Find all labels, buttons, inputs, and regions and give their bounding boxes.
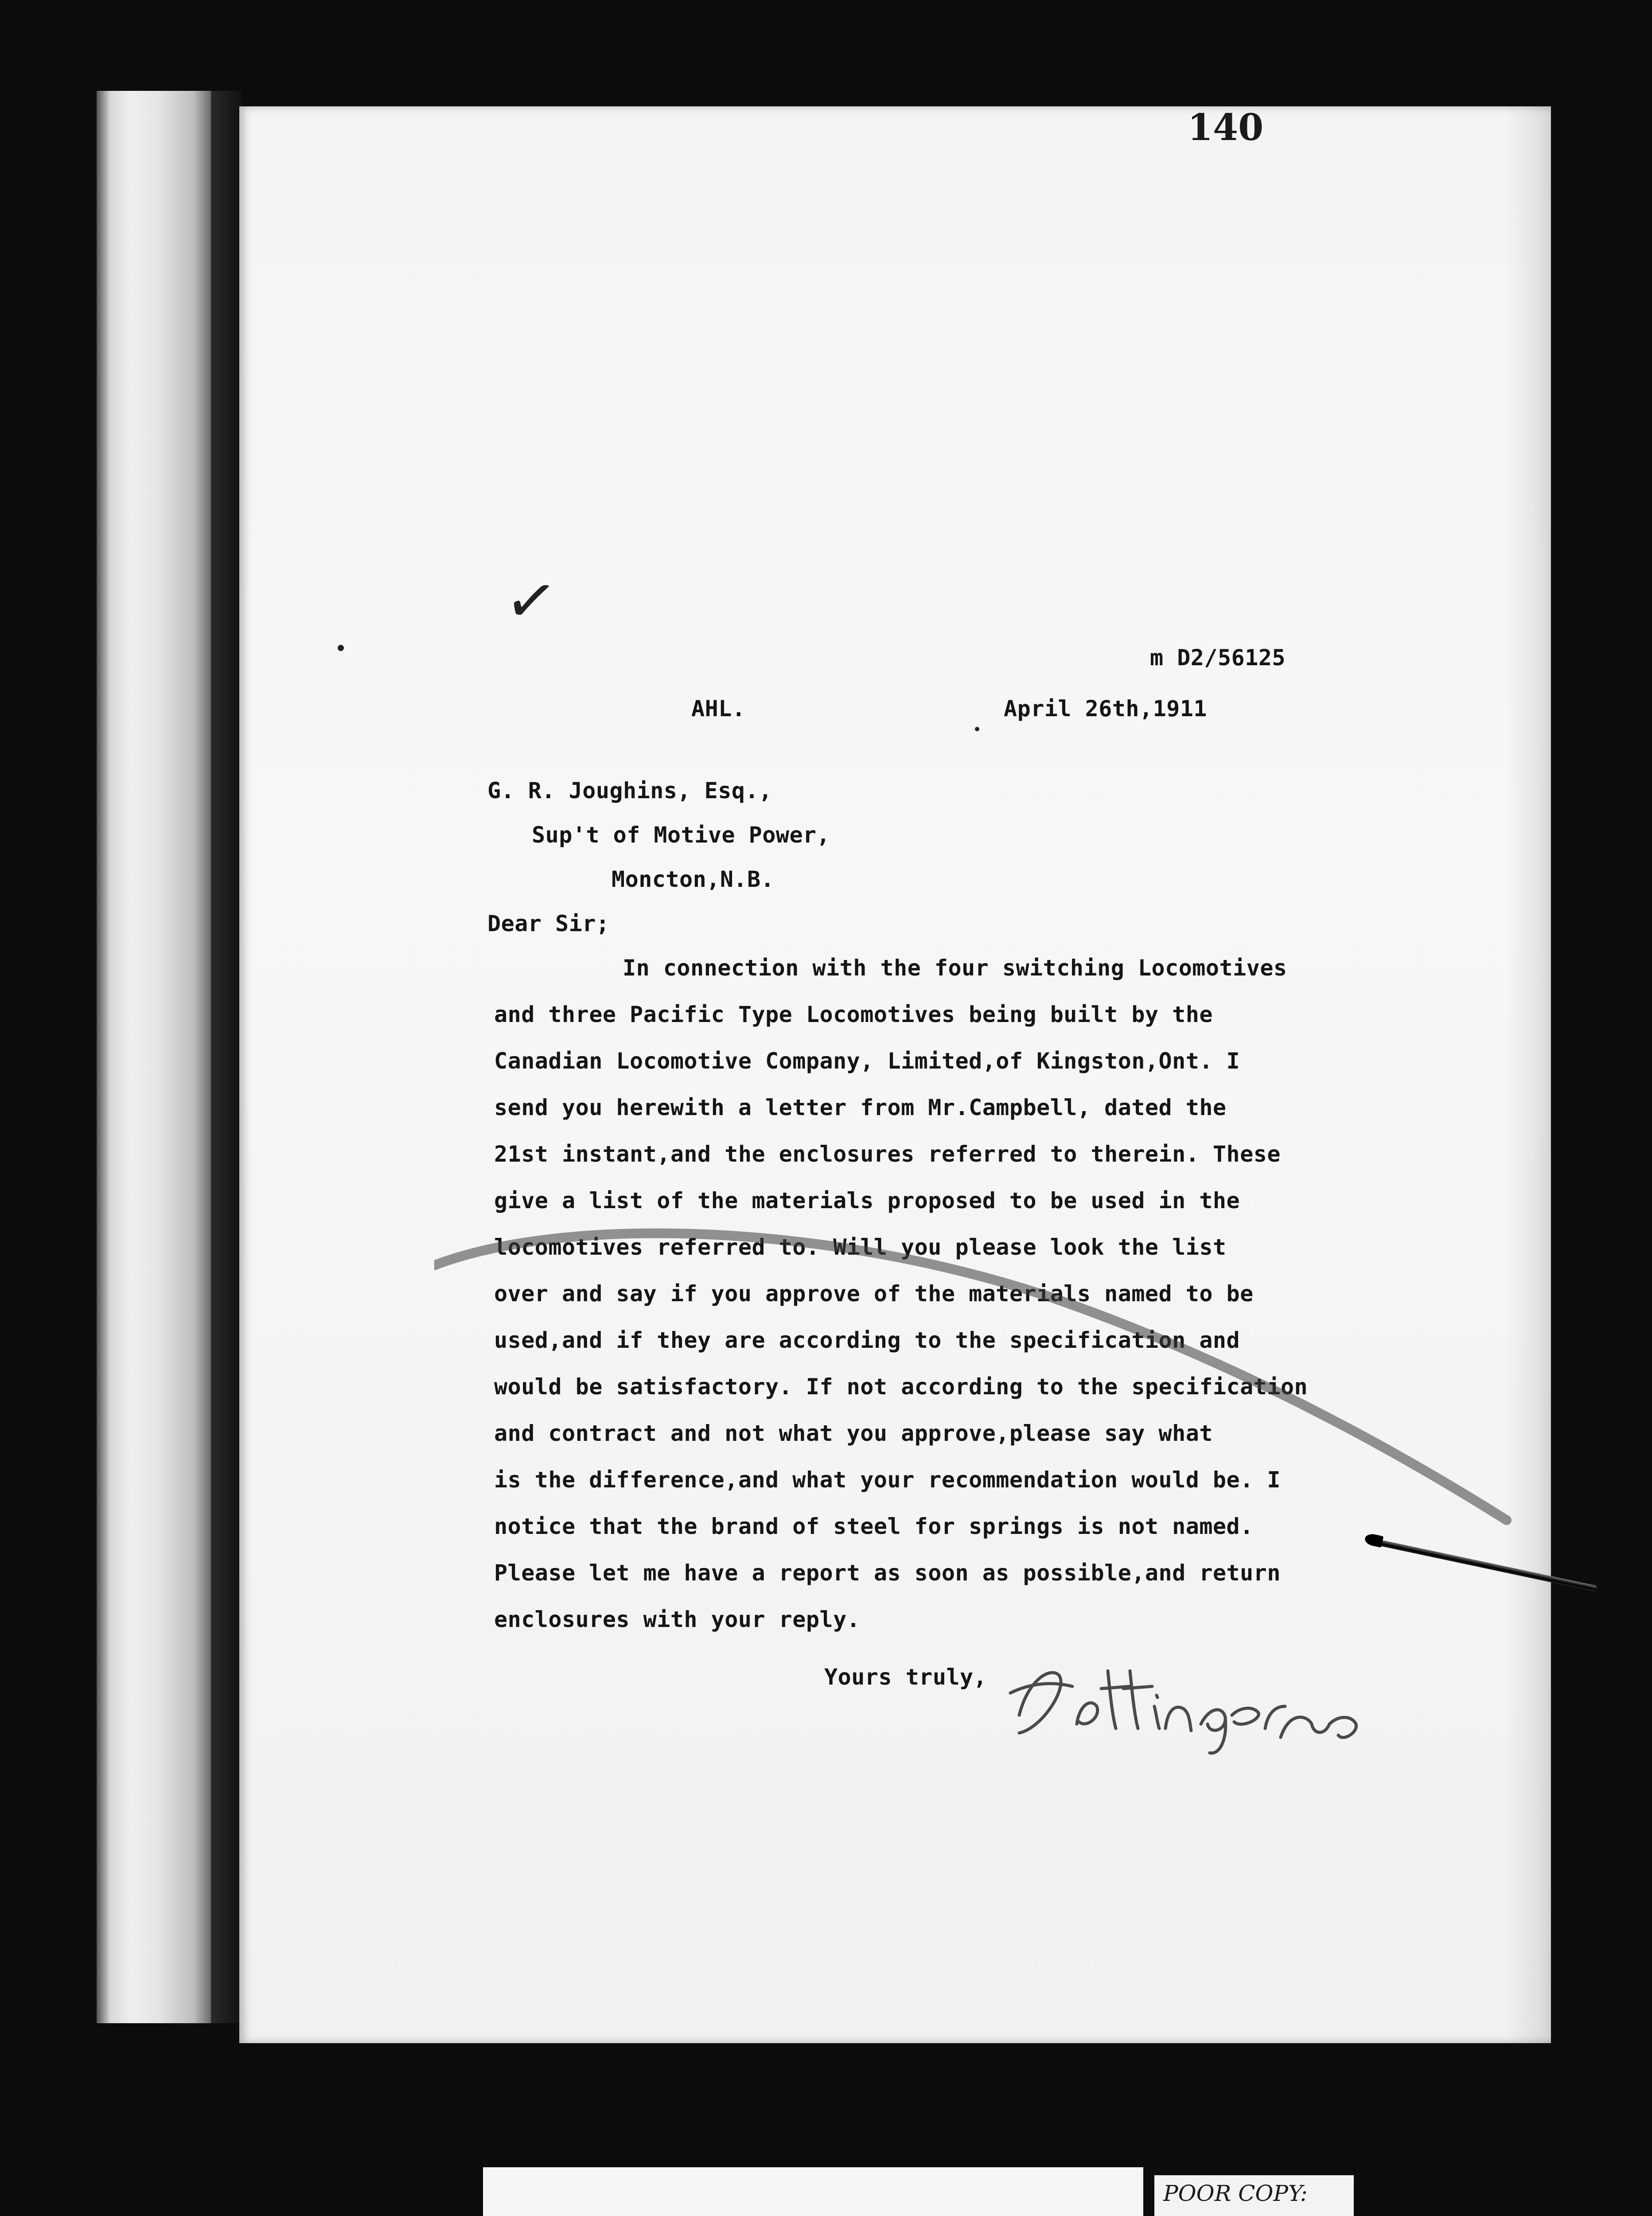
body-line: Please let me have a report as soon as possible,and return [494, 1560, 1281, 1586]
body-line: locomotives referred to. Will you please look the list [494, 1234, 1227, 1260]
typist-initials: AHL. [691, 696, 746, 722]
body-line: notice that the brand of steel for springs is not named. [494, 1514, 1254, 1539]
check-mark: ✓ [500, 562, 562, 641]
binding-shadow [211, 91, 242, 2023]
stray-mark [338, 645, 344, 651]
page-number: 140 [1188, 106, 1264, 149]
body-line: and contract and not what you approve,please say what [494, 1420, 1213, 1446]
addressee-location: Moncton,N.B. [612, 866, 775, 892]
archive-label [483, 2167, 1143, 2216]
binding-spine [97, 91, 211, 2023]
addressee-title: Sup't of Motive Power, [532, 822, 830, 848]
handwritten-signature [1001, 1640, 1365, 1755]
pen-streak [434, 1197, 1533, 1622]
body-line: send you herewith a letter from Mr.Campbell, dated the [494, 1095, 1227, 1120]
reference-number: m D2/56125 [1150, 645, 1286, 671]
body-line: used,and if they are according to the specification and [494, 1327, 1240, 1353]
letter-date: April 26th,1911 [1004, 696, 1208, 722]
page-edge [1504, 106, 1551, 2043]
body-line: enclosures with your reply. [494, 1607, 861, 1632]
stray-mark [975, 727, 979, 731]
addressee-name: G. R. Joughins, Esq., [487, 778, 772, 804]
poor-copy-text: POOR COPY: [1163, 2181, 1308, 2206]
body-line: and three Pacific Type Locomotives being built by the [494, 1002, 1213, 1027]
body-line: 21st instant,and the enclosures referred to therein. These [494, 1141, 1281, 1167]
body-line: over and say if you approve of the materials named to be [494, 1281, 1254, 1307]
body-line: give a list of the materials proposed to be used in the [494, 1188, 1240, 1213]
body-line: is the difference,and what your recommendation would be. I [494, 1467, 1281, 1493]
closing: Yours truly, [824, 1664, 987, 1690]
body-line: Canadian Locomotive Company, Limited,of Kingston,Ont. I [494, 1048, 1240, 1074]
body-line: would be satisfactory. If not according to the specification [494, 1374, 1308, 1400]
salutation: Dear Sir; [487, 911, 610, 936]
body-line: In connection with the four switching Locomotives [623, 955, 1287, 981]
